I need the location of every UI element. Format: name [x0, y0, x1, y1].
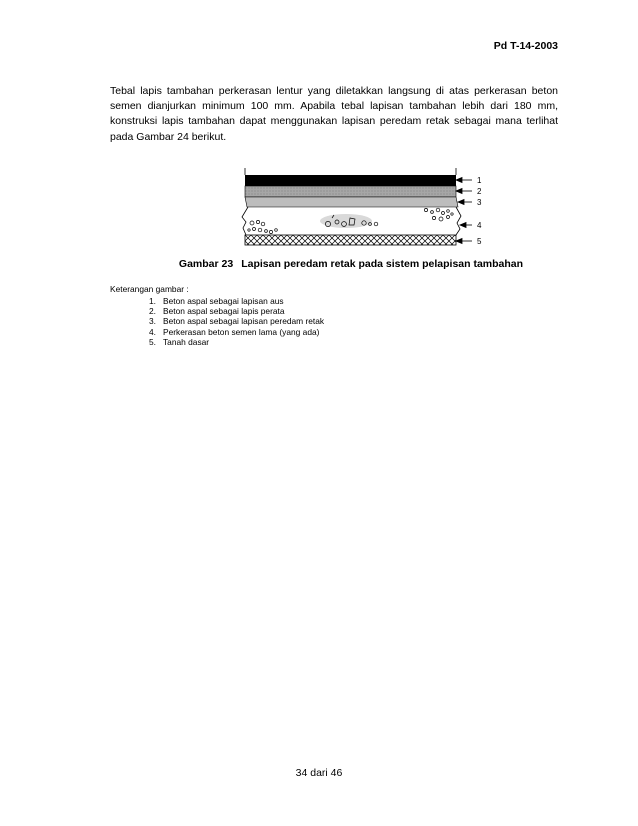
body-paragraph: Tebal lapis tambahan perkerasan lentur yang diletakkan langsung di atas perkerasan beton semen dianjurkan minimum 100 mm. Apabila tebal lapisan tambahan lebih dari 180 mm, konstruksi lapis tambahan dapat menggunakan lapisan peredam retak sebagai mana terlihat pada Gambar 24 berikut.: [110, 85, 558, 143]
figure-label-1: 1: [477, 176, 482, 185]
layer-3-crack-relief: [245, 197, 458, 207]
list-item-text: Beton aspal sebagai lapisan peredam retak: [163, 316, 325, 327]
list-item-number: 5.: [149, 336, 156, 347]
aggregate-center: [320, 214, 378, 228]
list-item: [149, 316, 324, 326]
list-item-text: Beton aspal sebagai lapisan aus: [163, 296, 284, 306]
layer-5-subgrade: [245, 235, 456, 245]
layer-4-left-edge: [242, 207, 248, 235]
page-number: 34 dari 46: [295, 767, 343, 779]
aggregate-right: [424, 208, 453, 221]
legend-list: [149, 296, 324, 347]
figure-label-5: 5: [477, 237, 482, 246]
list-item-number: 4.: [149, 326, 156, 337]
list-item-number: 3.: [149, 316, 156, 327]
list-item-text: Tanah dasar: [163, 336, 210, 347]
list-item-text: Beton aspal sebagai lapis perata: [163, 306, 285, 317]
document-code: Pd T-14-2003: [493, 40, 558, 52]
figure-label-2: 2: [477, 187, 482, 196]
figure-label-4: 4: [477, 221, 482, 230]
aggregate-left: [248, 220, 277, 233]
figure-caption: [0, 258, 638, 270]
list-item: [149, 327, 324, 337]
legend-title: Keterangan gambar :: [110, 284, 189, 294]
layer-4-right-edge: [456, 207, 461, 235]
caption-number: Gambar 23: [178, 258, 234, 270]
figure-label-3: 3: [477, 198, 482, 207]
list-item: [149, 306, 324, 316]
list-item-text: Perkerasan beton semen lama (yang ada): [163, 326, 320, 337]
list-item-number: 2.: [149, 306, 156, 317]
caption-title: Lapisan peredam retak pada sistem pelapisan tambahan: [241, 258, 524, 270]
list-item-number: 1.: [149, 296, 156, 306]
list-item: [149, 296, 324, 306]
pavement-layers-figure: [236, 166, 496, 254]
layer-1-wearing-course: [245, 175, 456, 186]
list-item: [149, 337, 324, 347]
layer-2-levelling-course: [245, 186, 456, 197]
